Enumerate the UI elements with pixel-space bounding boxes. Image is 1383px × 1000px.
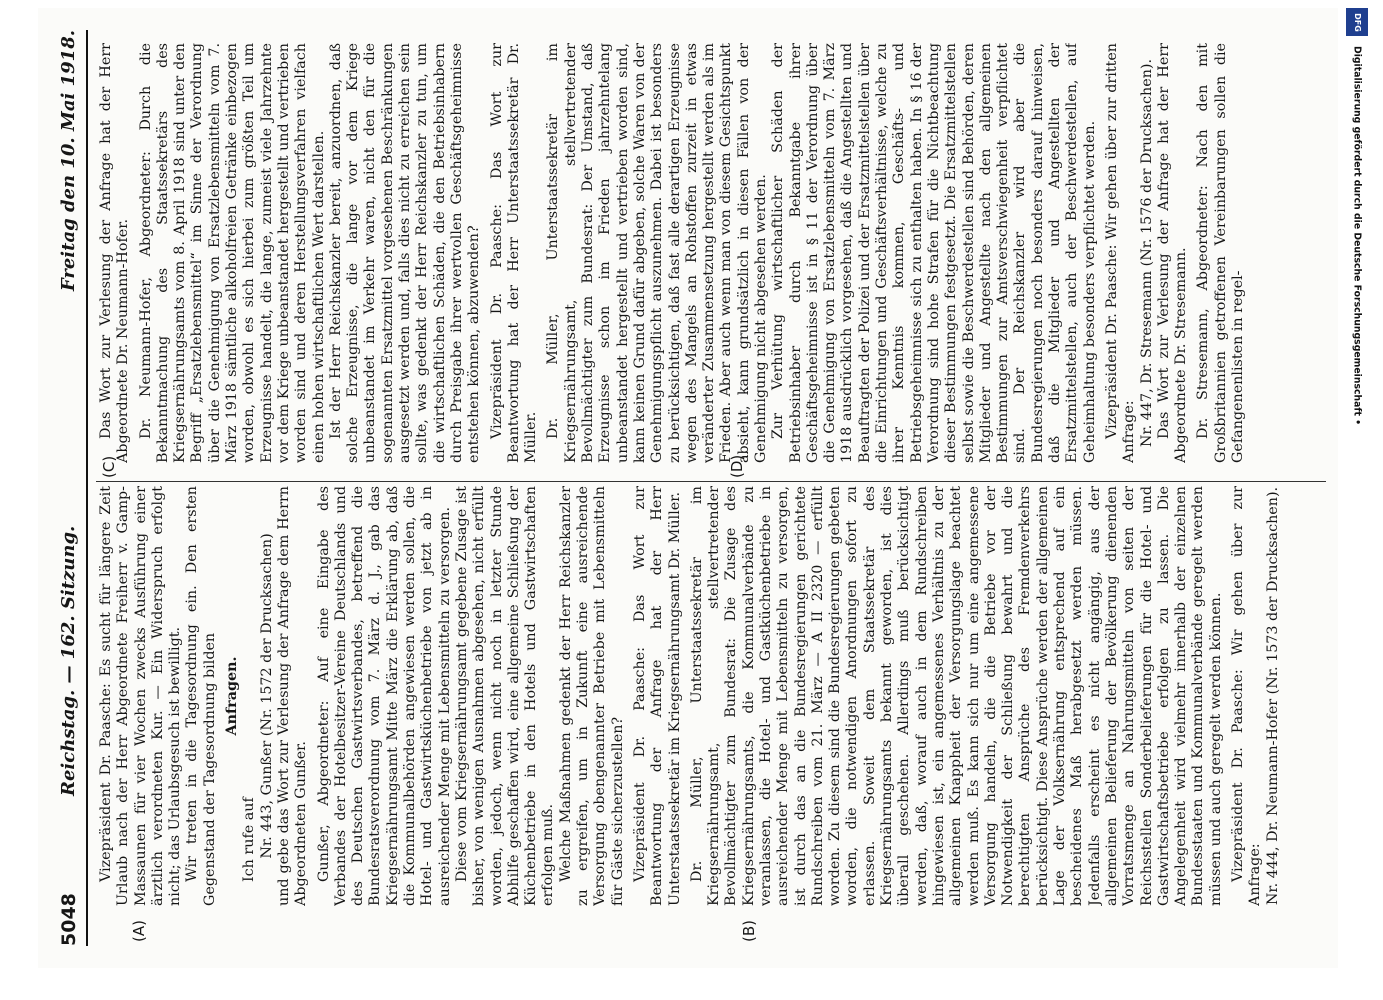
left-column: [98, 486, 1323, 906]
paragraph: Nr. 444, Dr. Neumann-Hofer (Nr. 1573 der Drucksachen).: [1264, 486, 1281, 906]
page-header: [52, 30, 86, 946]
paragraph: Vizepräsident Dr. Paasche: Das Wort zur Beantwortung der Anfrage hat der Herr Unterstaatssekretär im Kriegsernährungsamt Dr. Müller.: [631, 486, 683, 906]
paragraph: Vizepräsident Dr. Paasche: Es sucht für längere Zeit Urlaub nach der Herr Abgeordnete Freiherr v. Gamp-Massaunen für vier Wochen zwecks Ausführung einer ärztlich verordneten Kur. — Ein Widerspruch erfolgt nicht; das Urlaubsgesuch ist bewilligt.: [98, 486, 184, 906]
paragraph: Dr. Müller, Unterstaatssekretär im Kriegsernährungsamt, stellvertretender Bevollmächtigter zum Bundesrat: Die Zusage des Kriegsernährungsamts, die Kommunalverbände zu veranlassen, die Hotel- und Gastküchenbetriebe in ausreichender Menge mit Lebensmitteln zu versorgen, ist durch das an die Bundesregierungen gerichtete Rundschreiben vom 21. März — A II 2320 — erfüllt worden. Zu diesem sind die Bundesregierungen gebeten worden, die notwendigen Anordnungen sofort zu erlassen. Soweit dem Staatssekretär des Kriegsernährungsamts bekannt geworden, ist dies überall geschehen. Allerdings muß berücksichtigt werden, daß, worauf auch in dem Rundschreiben hingewiesen ist, ein angemessenes Verhältnis zu der allgemeinen Knappheit der Versorgungslage beachtet werden muß. Es kann sich nur um eine angemessene Versorgung handeln, die die Betriebe vor der Notwendigkeit der Schließung bewahrt und die berechtigten Ansprüche des Fremdenverkehrs berücksichtigt. Diese Ansprüche werden der allgemeinen Lage der Volksernährung entsprechend auf ein bescheidenes Maß herabgesetzt werden müssen. Jedenfalls erscheint es nicht angängig, aus der allgemeinen Belieferung der Bevölkerung dienenden Vorratsmenge an Nahrungsmitteln von seiten der Reichsstellen Sonderbelieferungen für die Hotel- und Gastwirtschaftsbetriebe erfolgen zu lassen. Die Angelegenheit wird vielmehr innerhalb der einzelnen Bundesstaaten und Kommunalverbände geregelt werden müssen und auch geregelt werden können.: [688, 486, 1224, 906]
dfg-logo-text: DFG: [1352, 12, 1362, 32]
paragraph: Zur Verhütung wirtschaftlicher Schäden der Betriebsinhaber durch Bekanntgabe ihrer Geschäftsgeheimnisse ist in § 11 der Verordnung über die Genehmigung von Ersatzlebensmitteln vom 7. März 1918 ausdrücklich vorgesehen, daß die Angestellten und Beauftragten der Polizei und der Ersatzmittelstellen über die Einrichtungen und Geschäftsverhältnisse, welche zu ihrer Kenntnis kommen, Geschäfts- und Betriebsgeheimnisse sich zu enthalten haben. In § 16 der Verordnung sind hohe Strafen für die Nichtbeachtung dieser Bestimmungen festgesetzt. Die Ersatzmittelstellen selbst sowie die Beschwerdestellen sind Behörden, deren Mitglieder und Angestellte nach den allgemeinen Bestimmungen zur Amtsverschwiegenheit verpflichtet sind. Der Reichskanzler wird aber die Bundesregierungen noch besonders darauf hinweisen, daß die Mitglieder und Angestellten der Ersatzmittelstellen, auch der Beschwerdestellen, auf Geheimhaltung besonders verpflichtet werden.: [770, 43, 1098, 463]
paragraph: Vizepräsident Dr. Paasche: Das Wort zur Beantwortung hat der Herr Unterstaatssekretär Dr. Müller.: [488, 43, 540, 463]
paragraph: Dr. Müller, Unterstaatssekretär im Kriegsernährungsamt, stellvertretender Bevollmächtigter zum Bundesrat: Der Umstand, daß Erzeugnisse schon im Frieden jahrzehntelang unbeanstandet hergestellt und vertrieben worden sind, kann keinen Grund dafür abgeben, solche Waren von der Genehmigungspflicht auszunehmen. Dabei ist besonders zu berücksichtigen, daß fast alle derartigen Erzeugnisse wegen des Mangels an Rohstoffen zurzeit in etwas veränderter Zusammensetzung hergestellt werden als im Frieden. Aber auch wenn man von diesem Gesichtspunkt absieht, kann grundsätzlich in diesen Fällen von der Genehmigung nicht abgesehen werden.: [545, 43, 769, 463]
column-divider: [96, 481, 1326, 482]
margin-mark-b: (B): [740, 920, 758, 942]
page-number: 5048: [58, 893, 80, 946]
scanned-page-image: [38, 8, 1338, 968]
paragraph: Nr. 443, Gunßer (Nr. 1572 der Drucksachen): [258, 533, 275, 859]
paragraph: Diese vom Kriegsernährungsamt gegebene Zusage ist bisher, von wenigen Ausnahmen abgesehen, nicht erfüllt worden, jedoch, wenn nicht noch in letzter Stunde Abhilfe geschaffen wird, eine allgemeine Schließung der Küchenbetriebe in den Hotels und Gastwirtschaften erfolgen muß.: [453, 486, 557, 906]
margin-mark-a: (A): [130, 920, 148, 942]
header-date: Freitag den 10. Mai 1918.: [58, 30, 79, 292]
paragraph: und gebe das Wort zur Verlesung der Anfrage dem Herrn Abgeordneten Gunßer.: [275, 486, 310, 906]
paragraph: Dr. Stresemann, Abgeordneter: Nach den mit Großbritannien getroffenen Vereinbarungen sollen die Gefangenenlisten in regel-: [1195, 43, 1246, 463]
paragraph: Ist der Herr Reichskanzler bereit, anzuordnen, daß solche Erzeugnisse, die lange vor dem Kriege unbeanstandet im Verkehr waren, nicht den für die sogenannten Ersatzmittel vorgesehenen Beschränkungen ausgesetzt werden und, falls dies nicht zu erreichen sein sollte, was gedenkt der Herr Reichskanzler zu tun, um die wirtschaftlichen Schäden, die den Betriebsinhabern durch Preisgabe ihrer wertvollen Geschäftsgeheimnisse entstehen können, abzuwenden?: [327, 43, 483, 463]
dfg-logo-icon: [1346, 8, 1368, 36]
paragraph: Nr. 447, Dr. Stresemann (Nr. 1576 der Drucksachen).: [1138, 58, 1155, 448]
digitization-notice: Digitalisierung gefördert durch die Deutsche Forschungsgemeinschaft •: [1351, 46, 1363, 426]
paragraph: Dr. Neumann-Hofer, Abgeordneter: Durch die Bekanntmachung des Staatssekretärs des Kriegsernährungsamts vom 8. April 1918 sind unter den Begriff „Ersatzlebensmittel“ im Sinne der Verordnung über die Genehmigung von Ersatzlebensmitteln vom 7. März 1918 sämtliche alkoholfreien Getränke einbezogen worden, obwohl es sich hierbei zum größten Teil um Erzeugnisse handelt, die lange, zumeist viele Jahrzehnte vor dem Kriege unbeanstandet hergestellt und vertrieben worden sind und deren Herstellungsverfahren vielfach einen hohen wirtschaftlichen Wert darstellen.: [137, 43, 327, 463]
paragraph: Vizepräsident Dr. Paasche: Wir gehen über zur Anfrage:: [1230, 486, 1264, 906]
paragraph: Das Wort zur Verlesung der Anfrage hat der Herr Abgeordnete Dr. Neumann-Hofer.: [98, 43, 132, 463]
margin-mark-d: (D): [728, 454, 746, 478]
paragraph: Das Wort zur Verlesung der Anfrage hat der Herr Abgeordnete Dr. Stresemann.: [1155, 43, 1190, 463]
rotated-page: [38, 8, 1338, 968]
header-session-title: Reichstag. — 162. Sitzung.: [58, 525, 79, 796]
paragraph: Welche Maßnahmen gedenkt der Herr Reichskanzler zu ergreifen, um in Zukunft eine ausreichende Versorgung obengenannter Betriebe mit Lebensmitteln für Gäste sicherzustellen?: [557, 486, 626, 906]
paragraph: Ich rufe auf: [241, 797, 258, 882]
paragraph: Vizepräsident Dr. Paasche: Wir gehen über zur dritten Anfrage:: [1103, 43, 1138, 463]
digitization-stamp: [1344, 6, 1370, 996]
paragraph: Gunßer, Abgeordneter: Auf eine Eingabe des Verbandes der Hotelbesitzer-Vereine Deutschlands und des Deutschen Gastwirtsverbandes, betreffend die Bundesratsverordnung vom 7. März d. J., gab das Kriegsernährungsamt Mitte März die Erklärung ab, daß die Kommunalbehörden angewiesen werden sollen, die Hotel- und Gastwirtsküchenbetriebe von jetzt ab in ausreichender Menge mit Lebensmitteln zu versorgen.: [315, 486, 453, 906]
margin-mark-c: (C): [100, 455, 118, 478]
section-heading: Anfragen.: [224, 656, 241, 736]
paragraph: Wir treten in die Tagesordnung ein. Den ersten Gegenstand der Tagesordnung bilden: [184, 486, 218, 906]
header-rule: [86, 30, 88, 946]
right-column: [98, 43, 1323, 463]
